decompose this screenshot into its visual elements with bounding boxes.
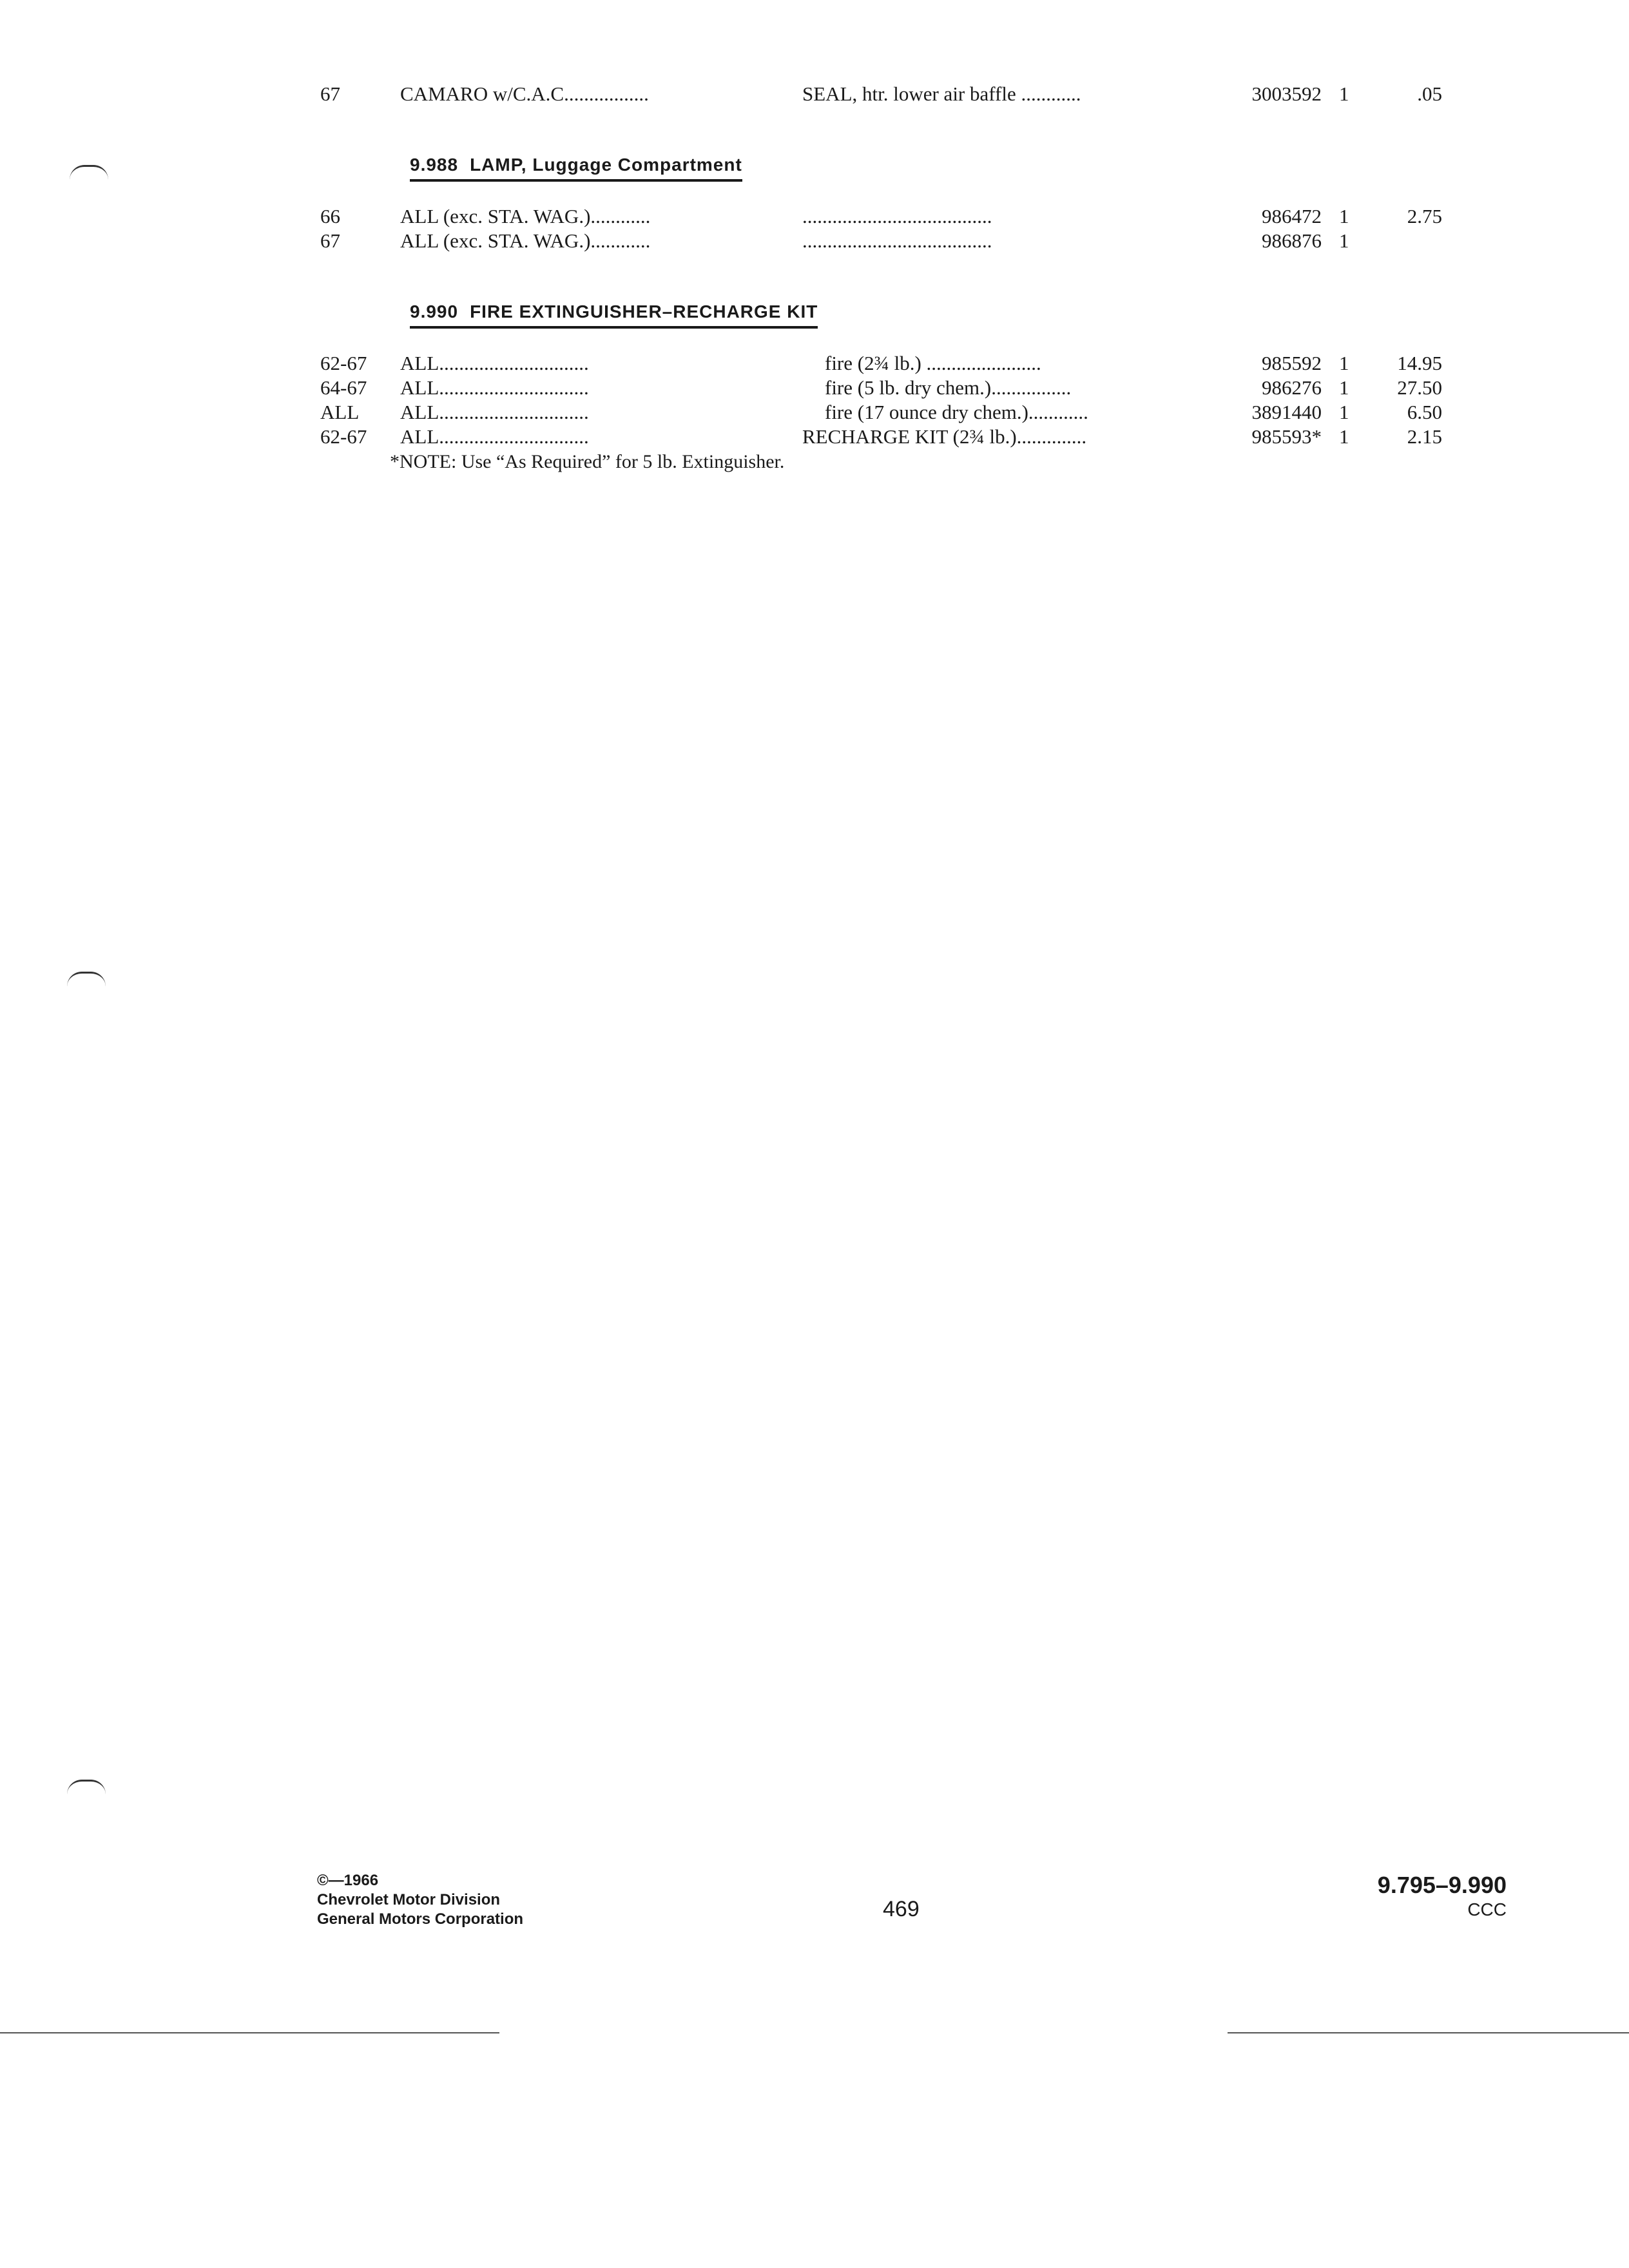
quantity-cell: 1 bbox=[1339, 376, 1349, 399]
section-title: LAMP, Luggage Compartment bbox=[470, 155, 742, 175]
quantity-cell: 1 bbox=[1339, 425, 1349, 448]
binder-mark-top bbox=[70, 165, 108, 180]
model-cell: ALL (exc. STA. WAG.)............ bbox=[400, 205, 651, 227]
model-cell: CAMARO w/C.A.C................. bbox=[400, 82, 649, 105]
table-row bbox=[0, 351, 1629, 376]
year-cell: 64-67 bbox=[320, 376, 367, 399]
part-number-cell: 3891440 bbox=[1251, 401, 1322, 423]
binder-mark-middle bbox=[67, 972, 106, 986]
year-cell: 62-67 bbox=[320, 425, 367, 448]
section-heading-lamp bbox=[410, 155, 742, 182]
catalog-code: CCC bbox=[1467, 1899, 1507, 1919]
section-number: 9.988 bbox=[410, 155, 459, 175]
quantity-cell: 1 bbox=[1339, 205, 1349, 227]
section-title: FIRE EXTINGUISHER–RECHARGE KIT bbox=[470, 302, 818, 322]
part-number-cell: 986876 bbox=[1262, 229, 1322, 252]
model-cell: ALL.............................. bbox=[400, 425, 589, 448]
year-cell: 67 bbox=[320, 82, 340, 105]
publisher-block bbox=[317, 1871, 523, 1929]
price-cell: 6.50 bbox=[1407, 401, 1442, 423]
table-row bbox=[0, 204, 1629, 229]
part-number-cell: 985593* bbox=[1251, 425, 1322, 448]
model-cell: ALL.............................. bbox=[400, 352, 589, 374]
copyright: ©—1966 bbox=[317, 1872, 379, 1889]
quantity-cell: 1 bbox=[1339, 352, 1349, 374]
model-cell: ALL.............................. bbox=[400, 401, 589, 423]
table-row bbox=[0, 375, 1629, 401]
description-cell: fire (17 ounce dry chem.)............ bbox=[825, 401, 1088, 423]
part-number-cell: 3003592 bbox=[1251, 82, 1322, 105]
page-number: 469 bbox=[883, 1897, 920, 1921]
year-cell: ALL bbox=[320, 401, 360, 423]
part-number-cell: 986276 bbox=[1262, 376, 1322, 399]
price-cell: 2.75 bbox=[1407, 205, 1442, 227]
description-cell: SEAL, htr. lower air baffle ............ bbox=[802, 82, 1081, 105]
year-cell: 67 bbox=[320, 229, 340, 252]
section-range: 9.795–9.990 bbox=[1377, 1872, 1507, 1898]
bottom-rule-left bbox=[0, 2032, 499, 2033]
footnote: *NOTE: Use “As Required” for 5 lb. Extinguisher. bbox=[390, 451, 785, 472]
year-cell: 66 bbox=[320, 205, 340, 227]
description-cell: fire (5 lb. dry chem.)................ bbox=[825, 376, 1072, 399]
description-cell: fire (2¾ lb.) ....................... bbox=[825, 352, 1041, 374]
description-cell: RECHARGE KIT (2¾ lb.).............. bbox=[802, 425, 1087, 448]
part-number-cell: 986472 bbox=[1262, 205, 1322, 227]
table-row bbox=[0, 81, 1629, 107]
model-cell: ALL (exc. STA. WAG.)............ bbox=[400, 229, 651, 252]
description-cell: ...................................... bbox=[802, 229, 992, 252]
bottom-rule-right bbox=[1228, 2032, 1629, 2033]
section-heading-fire-extinguisher bbox=[410, 302, 818, 329]
price-cell: 27.50 bbox=[1397, 376, 1442, 399]
binder-mark-bottom bbox=[67, 1780, 106, 1794]
corporation-name: General Motors Corporation bbox=[317, 1910, 524, 1928]
section-number: 9.990 bbox=[410, 302, 459, 322]
division-name: Chevrolet Motor Division bbox=[317, 1891, 501, 1908]
price-cell: .05 bbox=[1417, 82, 1442, 105]
price-cell: 14.95 bbox=[1397, 352, 1442, 374]
table-row bbox=[0, 228, 1629, 254]
quantity-cell: 1 bbox=[1339, 401, 1349, 423]
table-row bbox=[0, 424, 1629, 450]
description-cell: ...................................... bbox=[802, 205, 992, 227]
table-row bbox=[0, 399, 1629, 425]
quantity-cell: 1 bbox=[1339, 82, 1349, 105]
year-cell: 62-67 bbox=[320, 352, 367, 374]
quantity-cell: 1 bbox=[1339, 229, 1349, 252]
part-number-cell: 985592 bbox=[1262, 352, 1322, 374]
model-cell: ALL.............................. bbox=[400, 376, 589, 399]
section-range-block bbox=[1378, 1871, 1507, 1920]
price-cell: 2.15 bbox=[1407, 425, 1442, 448]
